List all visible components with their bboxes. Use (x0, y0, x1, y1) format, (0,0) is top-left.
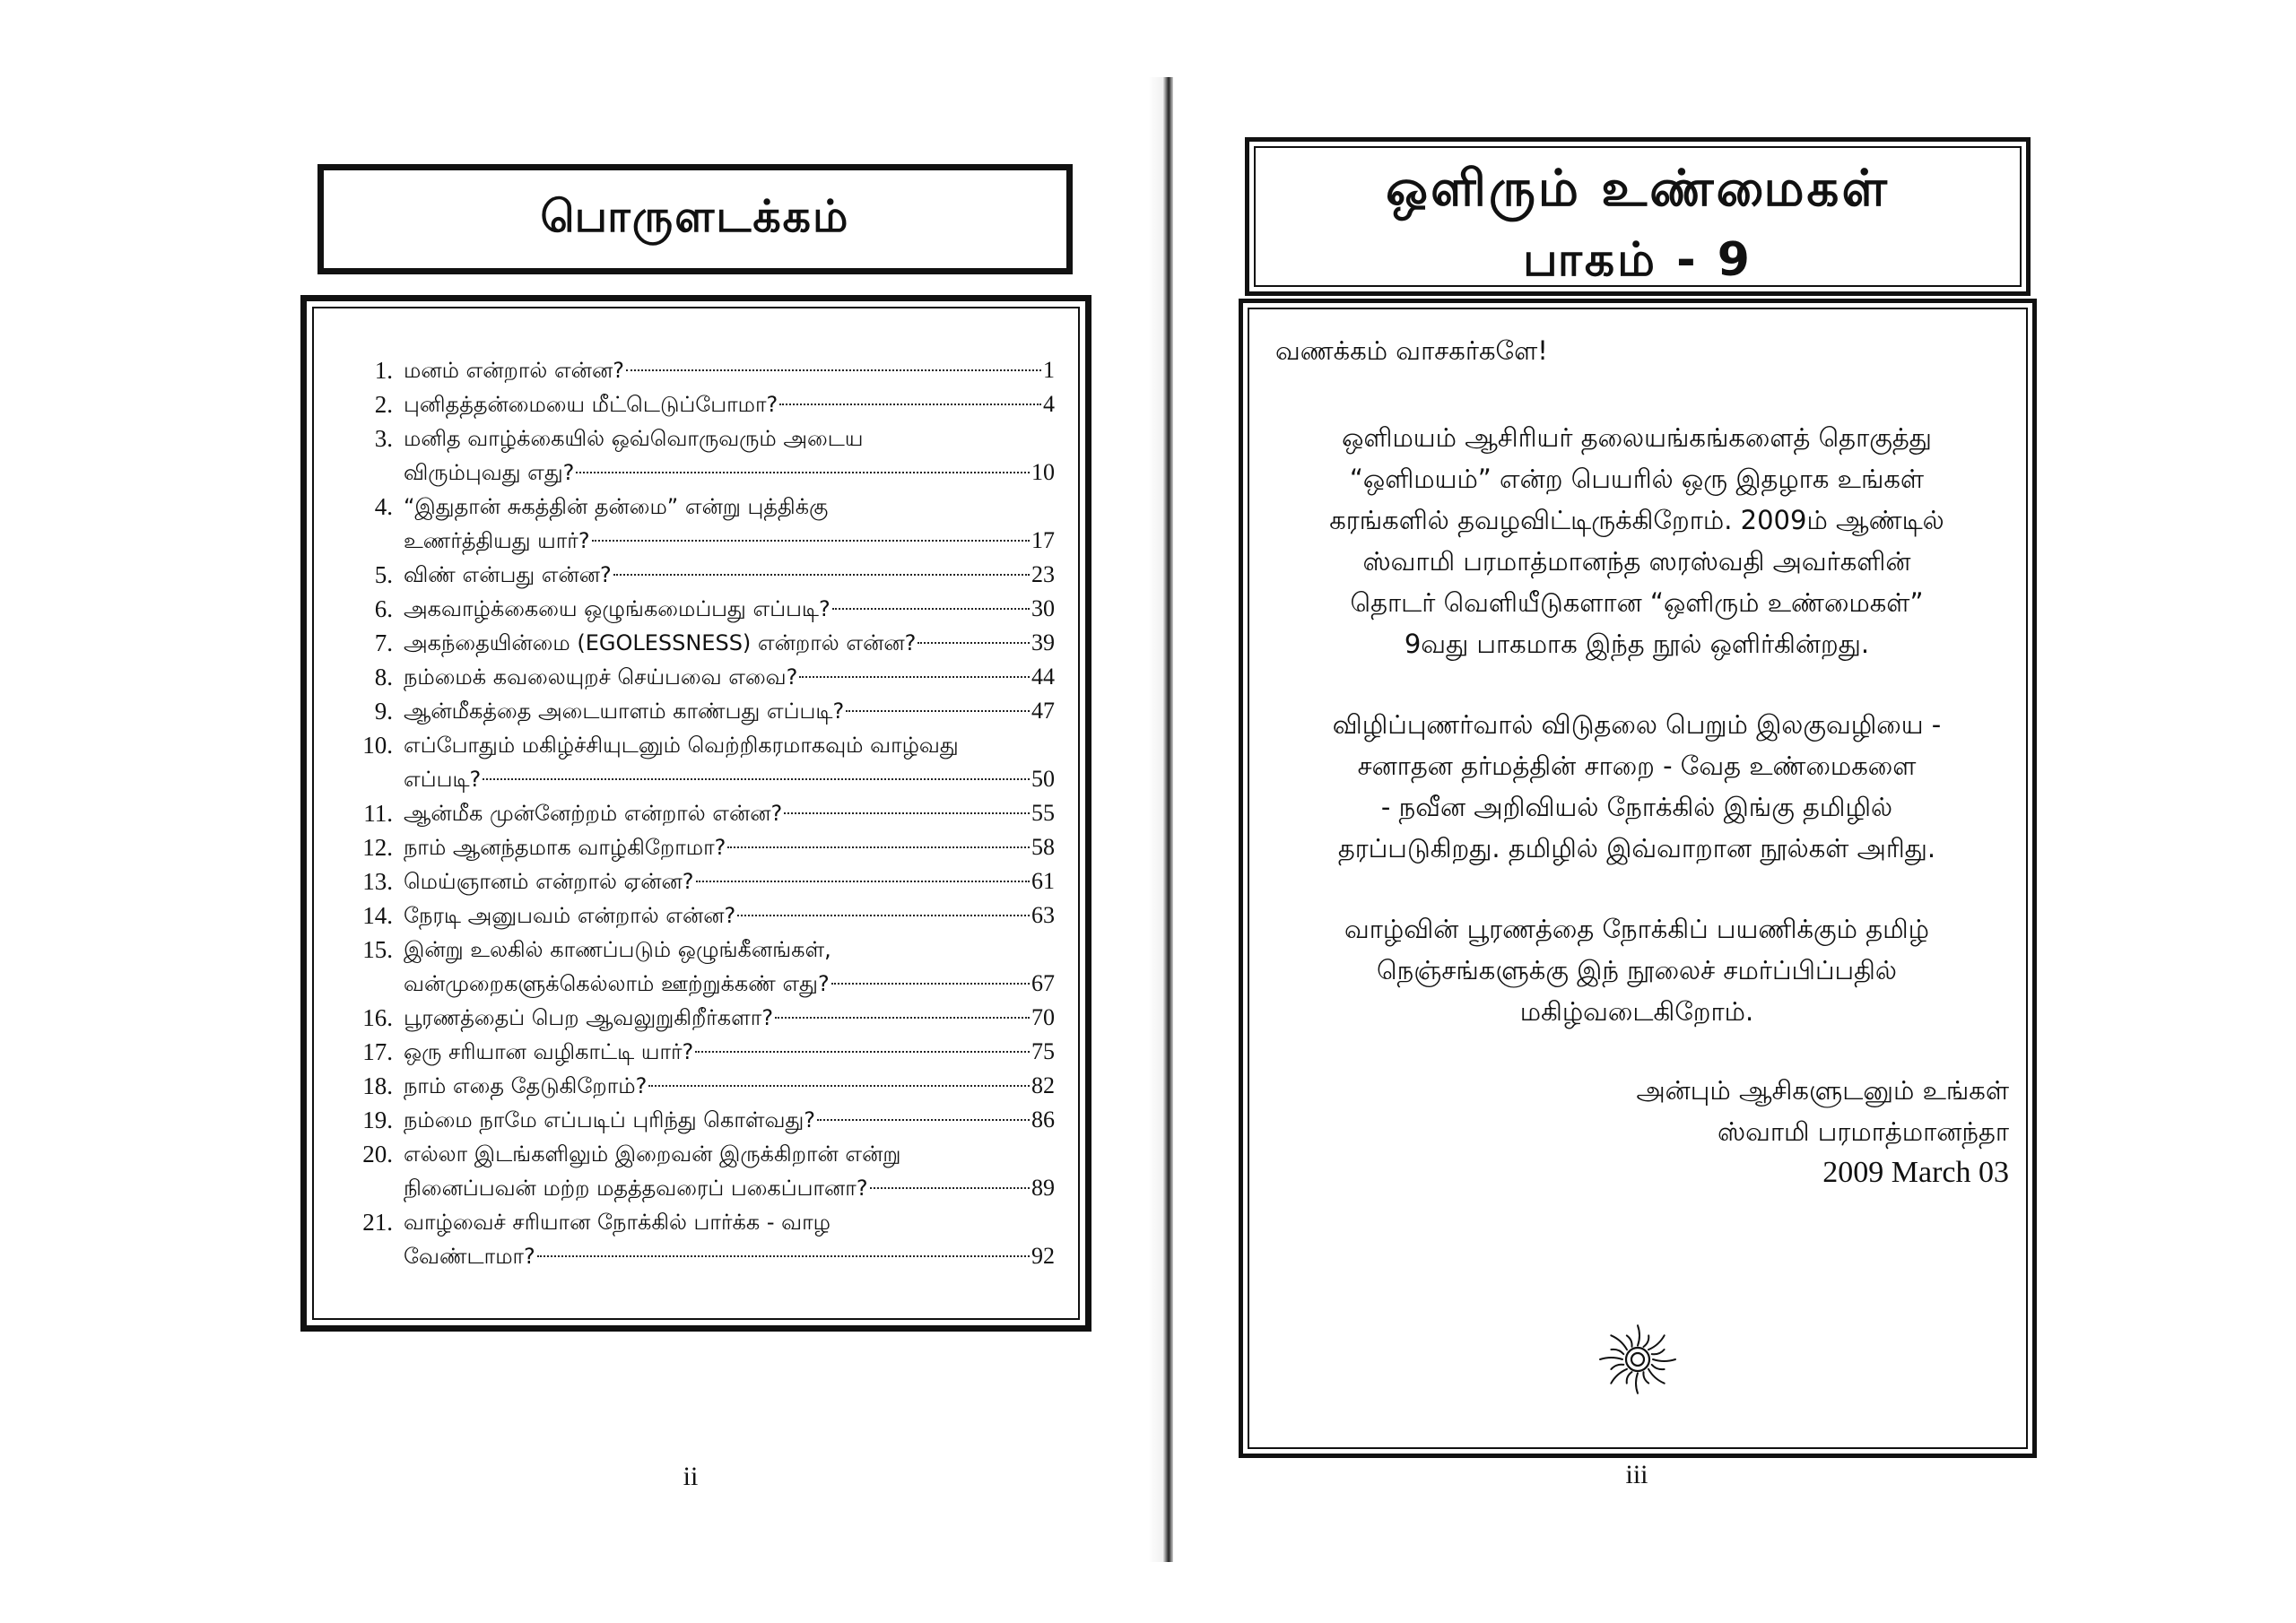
toc-item-line (404, 456, 1055, 490)
toc-item-number: 9. (374, 698, 393, 725)
toc-item-title: நம்மை நாமே எப்படிப் புரிந்து கொள்வது? (404, 1107, 816, 1133)
paragraph-line: - நவீன அறிவியல் நோக்கில் இங்கு தமிழில் (1380, 792, 1893, 822)
toc-item-line (404, 1001, 1055, 1035)
toc-title-box (317, 164, 1073, 274)
toc-item-title: அகந்தையின்மை (EGOLESSNESS) என்றால் என்ன? (404, 630, 917, 655)
paragraph-line: விழிப்புணர்வால் விடுதலை பெறும் இலகுவழியை - (1332, 709, 1942, 740)
toc-item-number: 13. (362, 868, 393, 895)
toc-item-line (404, 626, 1055, 660)
toc-item-title: வேண்டாமா? (404, 1244, 535, 1269)
toc-item-row (355, 1035, 1055, 1069)
toc-item-number: 17. (362, 1038, 393, 1065)
toc-item-line (404, 1069, 1055, 1103)
toc-item-row (355, 796, 1055, 830)
toc-item-title: எப்படி? (404, 767, 482, 792)
toc-item-page: 63 (1031, 902, 1055, 928)
toc-item-line (404, 1137, 1055, 1171)
toc-item-number: 15. (362, 936, 393, 963)
toc-item-line (404, 694, 1055, 728)
toc-item-number: 18. (362, 1072, 393, 1099)
toc-item-number (355, 1239, 404, 1273)
toc-item-page: 39 (1031, 629, 1055, 655)
toc-leader-dots (695, 1051, 1030, 1053)
toc-item-page: 55 (1031, 800, 1055, 826)
toc-item-title: புனிதத்தன்மையை மீட்டெடுப்போமா? (404, 392, 778, 417)
signature-date: 2009 March 03 (1822, 1156, 2009, 1189)
toc-item-number (355, 967, 404, 1001)
book-spine (1163, 77, 1173, 1562)
toc-item-title: மெய்ஞானம் என்றால் ஏன்ன? (404, 869, 694, 894)
toc-item-row (355, 660, 1055, 694)
toc-leader-dots (832, 608, 1030, 610)
toc-item-row (355, 728, 1055, 762)
toc-item-number (355, 524, 404, 558)
toc-item-number (355, 762, 404, 796)
toc-item-line (404, 558, 1055, 592)
toc-item-number: 14. (362, 902, 393, 929)
toc-item-row (355, 558, 1055, 592)
toc-item-page: 10 (1031, 459, 1055, 485)
toc-item-row (355, 626, 1055, 660)
paragraph-line: நெஞ்சங்களுக்கு இந் நூலைச் சமர்ப்பிப்பதில் (1377, 955, 1897, 985)
toc-leader-dots (870, 1187, 1030, 1189)
table-of-contents (355, 353, 1055, 1273)
toc-leader-dots (613, 574, 1030, 576)
toc-item-line (404, 933, 1055, 967)
paragraph-line: மகிழ்வடைகிறோம். (1519, 996, 1754, 1027)
toc-item-page: 47 (1031, 698, 1055, 724)
greeting: வணக்கம் வாசகர்களே! (1275, 335, 1548, 366)
toc-item-number: 8. (374, 664, 393, 690)
toc-item-page: 67 (1031, 970, 1055, 996)
toc-item-number: 20. (362, 1141, 393, 1167)
toc-item-line (404, 728, 1055, 762)
toc-item-title: மனம் என்றால் என்ன? (404, 358, 624, 383)
toc-item-row (355, 490, 1055, 524)
toc-item-page: 70 (1031, 1004, 1055, 1030)
toc-item-page: 4 (1043, 391, 1055, 417)
toc-item-title: அகவாழ்க்கையை ஒழுங்கமைப்பது எப்படி? (404, 596, 831, 621)
page-number-right: iii (1625, 1460, 1648, 1489)
signature-block (1435, 1070, 2009, 1193)
toc-leader-dots (737, 915, 1030, 916)
toc-leader-dots (846, 710, 1030, 712)
toc-item-line (404, 387, 1055, 421)
toc-item-number: 12. (362, 834, 393, 861)
toc-item-page: 58 (1031, 834, 1055, 860)
toc-item-title: விரும்புவது எது? (404, 460, 575, 485)
toc-item-number (355, 456, 404, 490)
toc-item-number: 16. (362, 1004, 393, 1031)
sun-ray (1652, 1350, 1665, 1354)
toc-leader-dots (626, 369, 1041, 371)
book-title-box (1245, 137, 2031, 296)
toc-item-row (355, 1103, 1055, 1137)
toc-item-page: 92 (1031, 1243, 1055, 1269)
toc-leader-dots (537, 1255, 1030, 1257)
toc-item-title: வாழ்வைச் சரியான நோக்கில் பார்க்க - வாழ (404, 1210, 831, 1235)
toc-item-row (355, 1069, 1055, 1103)
sun-ray (1652, 1365, 1665, 1369)
toc-item-row (355, 967, 1055, 1001)
toc-leader-dots (727, 846, 1030, 848)
sun-ray (1611, 1369, 1627, 1384)
toc-leader-dots (483, 778, 1030, 780)
toc-item-title: மனித வாழ்க்கையில் ஒவ்வொருவரும் அடைய (404, 426, 864, 451)
toc-item-line (404, 898, 1055, 933)
toc-item-number: 19. (362, 1107, 393, 1133)
book-spine-shadow (1148, 77, 1163, 1562)
toc-item-title: ஒரு சரியான வழிகாட்டி யார்? (404, 1039, 694, 1064)
toc-title: பொருளடக்கம் (540, 190, 850, 242)
toc-item-row (355, 1137, 1055, 1171)
toc-item-row (355, 1239, 1055, 1273)
toc-item-page: 50 (1031, 766, 1055, 792)
paragraph-line: தொடர் வெளியீடுகளான “ஒளிரும் உண்மைகள்” (1350, 587, 1924, 618)
toc-leader-dots (784, 812, 1030, 814)
toc-item-number: 1. (374, 357, 393, 384)
toc-leader-dots (648, 1085, 1030, 1087)
toc-item-page: 61 (1031, 868, 1055, 894)
paragraph-line: வாழ்வின் பூரணத்தை நோக்கிப் பயணிக்கும் தமிழ் (1344, 914, 1929, 944)
toc-item-number: 6. (374, 595, 393, 622)
toc-item-number: 5. (374, 561, 393, 588)
sun-ray (1636, 1373, 1638, 1393)
toc-item-number: 21. (362, 1209, 393, 1236)
toc-item-page: 75 (1031, 1038, 1055, 1064)
toc-item-title: பூரணத்தைப் பெற ஆவலுறுகிறீர்களா? (404, 1005, 774, 1030)
toc-item-title: எல்லா இடங்களிலும் இறைவன் இருக்கிறான் என்று (404, 1141, 901, 1167)
toc-item-number: 4. (374, 493, 393, 520)
sun-icon (1584, 1316, 1692, 1402)
toc-item-row (355, 762, 1055, 796)
toc-item-row (355, 592, 1055, 626)
sun-ray (1638, 1325, 1639, 1346)
toc-item-line (404, 592, 1055, 626)
toc-item-number: 7. (374, 629, 393, 656)
toc-item-line (404, 967, 1055, 1001)
toc-item-row (355, 353, 1055, 387)
toc-item-title: ஆன்மீக முன்னேற்றம் என்றால் என்ன? (404, 801, 783, 826)
book-part: பாகம் - 9 (1523, 233, 1752, 287)
toc-item-title: உணர்த்தியது யார்? (404, 528, 590, 553)
toc-item-line (404, 1205, 1055, 1239)
toc-item-row (355, 1171, 1055, 1205)
toc-item-title: வன்முறைகளுக்கெல்லாம் ஊற்றுக்கண் எது? (404, 971, 830, 996)
toc-item-title: எப்போதும் மகிழ்ச்சியுடனும் வெற்றிகரமாகவும் வாழ்வது (404, 733, 959, 758)
sun-ray (1611, 1365, 1623, 1369)
toc-item-line (404, 660, 1055, 694)
sun-ray (1627, 1372, 1632, 1384)
toc-item-line (404, 353, 1055, 387)
paragraph-line: சனாதன தர்மத்தின் சாறை - வேத உண்மைகளை (1357, 751, 1917, 781)
toc-item-row (355, 524, 1055, 558)
sun-ray (1600, 1358, 1622, 1359)
toc-leader-dots (576, 472, 1030, 473)
signature-name: ஸ்வாமி பரமாத்மானந்தா (1717, 1116, 2009, 1147)
paragraph-line: ஸ்வாமி பரமாத்மானந்த ஸரஸ்வதி அவர்களின் (1362, 546, 1911, 577)
toc-item-page: 17 (1031, 527, 1055, 553)
toc-item-line (404, 1171, 1055, 1205)
sun-ray (1643, 1372, 1648, 1384)
sun-ray (1627, 1335, 1632, 1347)
sun-ray (1611, 1335, 1627, 1350)
toc-leader-dots (696, 881, 1031, 882)
signature-closing: அன்பும் ஆசிகளுடனும் உங்கள் (1636, 1075, 2009, 1106)
paragraph-line: ஒளிமயம் ஆசிரியர் தலையங்கங்களைத் தொகுத்து (1342, 422, 1932, 453)
toc-item-line (404, 796, 1055, 830)
toc-item-page: 82 (1031, 1072, 1055, 1098)
paragraph-dedication (1256, 908, 2018, 1032)
sun-ray (1653, 1359, 1675, 1361)
paragraph-line: “ஒளிமயம்” என்ற பெயரில் ஒரு இதழாக உங்கள் (1349, 464, 1925, 494)
toc-item-page: 23 (1031, 561, 1055, 587)
page-number-left: ii (683, 1462, 699, 1491)
toc-item-row (355, 898, 1055, 933)
toc-item-number: 11. (363, 800, 393, 827)
toc-leader-dots (918, 642, 1030, 644)
toc-item-row (355, 933, 1055, 967)
toc-item-page: 86 (1031, 1107, 1055, 1133)
toc-item-row (355, 1205, 1055, 1239)
toc-item-line (404, 490, 1055, 524)
toc-item-page: 30 (1031, 595, 1055, 621)
toc-item-page: 44 (1031, 664, 1055, 690)
toc-item-row (355, 387, 1055, 421)
toc-item-page: 1 (1043, 357, 1055, 383)
toc-item-title: நாம் எதை தேடுகிறோம்? (404, 1073, 648, 1098)
toc-leader-dots (592, 540, 1030, 542)
sun-ray (1648, 1369, 1665, 1384)
toc-item-row (355, 456, 1055, 490)
toc-item-row (355, 864, 1055, 898)
toc-item-title: நினைப்பவன் மற்ற மதத்தவரைப் பகைப்பானா? (404, 1176, 868, 1201)
toc-item-number (355, 1171, 404, 1205)
toc-item-line (404, 1035, 1055, 1069)
toc-item-row (355, 830, 1055, 864)
toc-item-title: நேரடி அனுபவம் என்றால் என்ன? (404, 903, 736, 928)
toc-item-page: 89 (1031, 1175, 1055, 1201)
toc-item-title: “இதுதான் சுகத்தின் தன்மை” என்று புத்திக்கு (404, 494, 829, 519)
toc-item-line (404, 762, 1055, 796)
toc-leader-dots (817, 1119, 1030, 1121)
paragraph-intro (1256, 417, 2018, 664)
toc-item-line (404, 830, 1055, 864)
toc-item-line (404, 864, 1055, 898)
paragraph-line: தரப்படுகிறது. தமிழில் இவ்வாறான நூல்கள் அரிது. (1337, 833, 1936, 864)
toc-item-number: 2. (374, 391, 393, 418)
toc-item-title: விண் என்பது என்ன? (404, 562, 612, 587)
toc-leader-dots (831, 983, 1030, 985)
toc-item-number: 10. (362, 732, 393, 759)
toc-item-title: நாம் ஆனந்தமாக வாழ்கிறோமா? (404, 835, 726, 860)
toc-leader-dots (799, 676, 1030, 678)
toc-item-row (355, 694, 1055, 728)
sun-ray (1611, 1350, 1623, 1354)
toc-item-line (404, 421, 1055, 456)
toc-item-line (404, 1103, 1055, 1137)
toc-item-number: 3. (374, 425, 393, 452)
toc-item-line (404, 524, 1055, 558)
sun-ray (1648, 1335, 1665, 1350)
toc-item-title: ஆன்மீகத்தை அடையாளம் காண்பது எப்படி? (404, 699, 845, 724)
toc-leader-dots (775, 1017, 1030, 1019)
sun-ray (1644, 1335, 1649, 1347)
toc-item-title: நம்மைக் கவலையுறச் செய்பவை எவை? (404, 664, 798, 690)
paragraph-purpose (1256, 704, 2018, 869)
paragraph-line: கரங்களில் தவழவிட்டிருக்கிறோம். 2009ம் ஆண்டில் (1329, 505, 1944, 535)
toc-leader-dots (779, 404, 1041, 405)
toc-item-title: இன்று உலகில் காணப்படும் ஒழுங்கீனங்கள், (404, 937, 831, 962)
toc-item-line (404, 1239, 1055, 1273)
toc-item-row (355, 1001, 1055, 1035)
book-title: ஒளிரும் உண்மைகள் (1386, 160, 1890, 218)
paragraph-line: 9வது பாகமாக இந்த நூல் ஒளிர்கின்றது. (1404, 629, 1870, 659)
toc-item-row (355, 421, 1055, 456)
